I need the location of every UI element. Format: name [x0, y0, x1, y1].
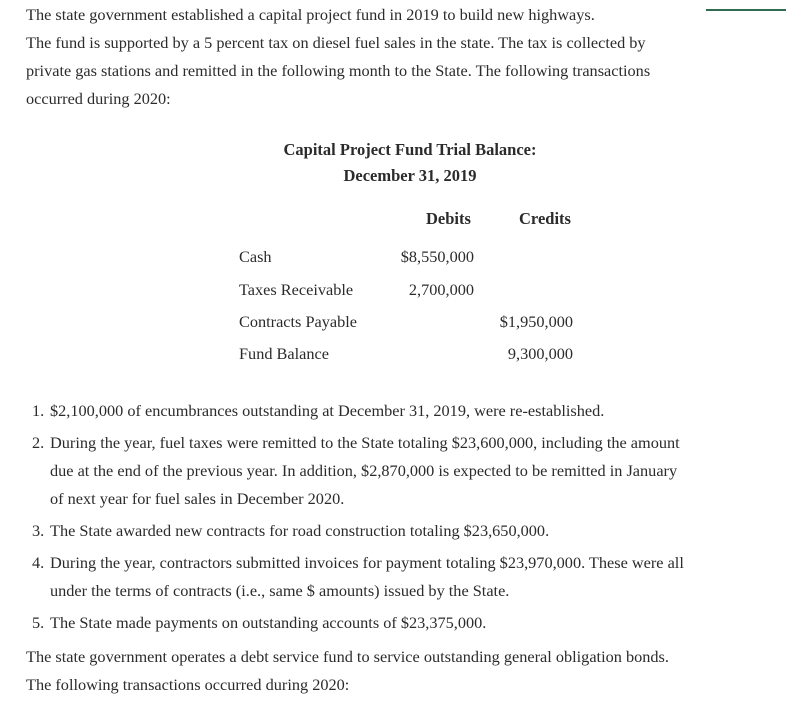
outro-paragraph — [26, 643, 796, 699]
list-item — [0, 517, 808, 545]
item-number: 2. — [32, 433, 45, 452]
cash-debit: $8,550,000 — [400, 247, 474, 266]
intro-line: The state government established a capital project fund in 2019 to build new highways. — [26, 5, 595, 24]
item-line: The State awarded new contracts for road construction totaling $23,650,000. — [50, 521, 550, 540]
transaction-list — [0, 397, 808, 641]
list-item — [0, 397, 808, 425]
item-line: of next year for fuel sales in December 2020. — [50, 489, 345, 508]
item-line: $2,100,000 of encumbrances outstanding at December 31, 2019, were re-established. — [50, 401, 605, 420]
row-label-fund-balance: Fund Balance — [239, 344, 329, 363]
item-number: 5. — [32, 613, 45, 632]
row-label-contracts-payable: Contracts Payable — [239, 312, 358, 331]
item-line: The State made payments on outstanding accounts of $23,375,000. — [50, 613, 487, 632]
list-item — [0, 429, 808, 513]
row-label-cash: Cash — [239, 247, 272, 266]
row-label-taxes-receivable: Taxes Receivable — [239, 280, 354, 299]
taxes-receivable-debit: 2,700,000 — [408, 280, 474, 299]
list-item — [0, 549, 808, 605]
item-number: 4. — [32, 553, 45, 572]
item-line: under the terms of contracts (i.e., same $ amounts) issued by the State. — [50, 581, 510, 600]
trial-balance-title — [6, 140, 808, 160]
trial-balance-date — [6, 166, 808, 186]
intro-paragraph — [26, 1, 796, 113]
item-number: 1. — [32, 401, 45, 420]
item-line: During the year, fuel taxes were remitted to the State totaling $23,600,000, including the amount — [50, 433, 680, 452]
list-item — [0, 609, 808, 637]
outro-line: The state government operates a debt service fund to service outstanding general obligation bonds. — [26, 647, 669, 666]
debits-header: Debits — [426, 209, 471, 228]
item-number: 3. — [32, 521, 45, 540]
credits-header: Credits — [519, 209, 571, 228]
item-line: During the year, contractors submitted invoices for payment totaling $23,970,000. These were all — [50, 553, 684, 572]
trial-balance-title-text: Capital Project Fund Trial Balance: — [283, 140, 537, 159]
contracts-payable-credit: $1,950,000 — [499, 312, 573, 331]
intro-line: private gas stations and remitted in the following month to the State. The following transactions — [26, 61, 651, 80]
fund-balance-credit: 9,300,000 — [507, 344, 573, 363]
item-line: due at the end of the previous year. In addition, $2,870,000 is expected to be remitted in January — [50, 461, 678, 480]
trial-balance-date-text: December 31, 2019 — [343, 166, 477, 185]
outro-line: The following transactions occurred during 2020: — [26, 675, 350, 694]
intro-line: The fund is supported by a 5 percent tax on diesel fuel sales in the state. The tax is collected by — [26, 33, 646, 52]
intro-line: occurred during 2020: — [26, 89, 171, 108]
